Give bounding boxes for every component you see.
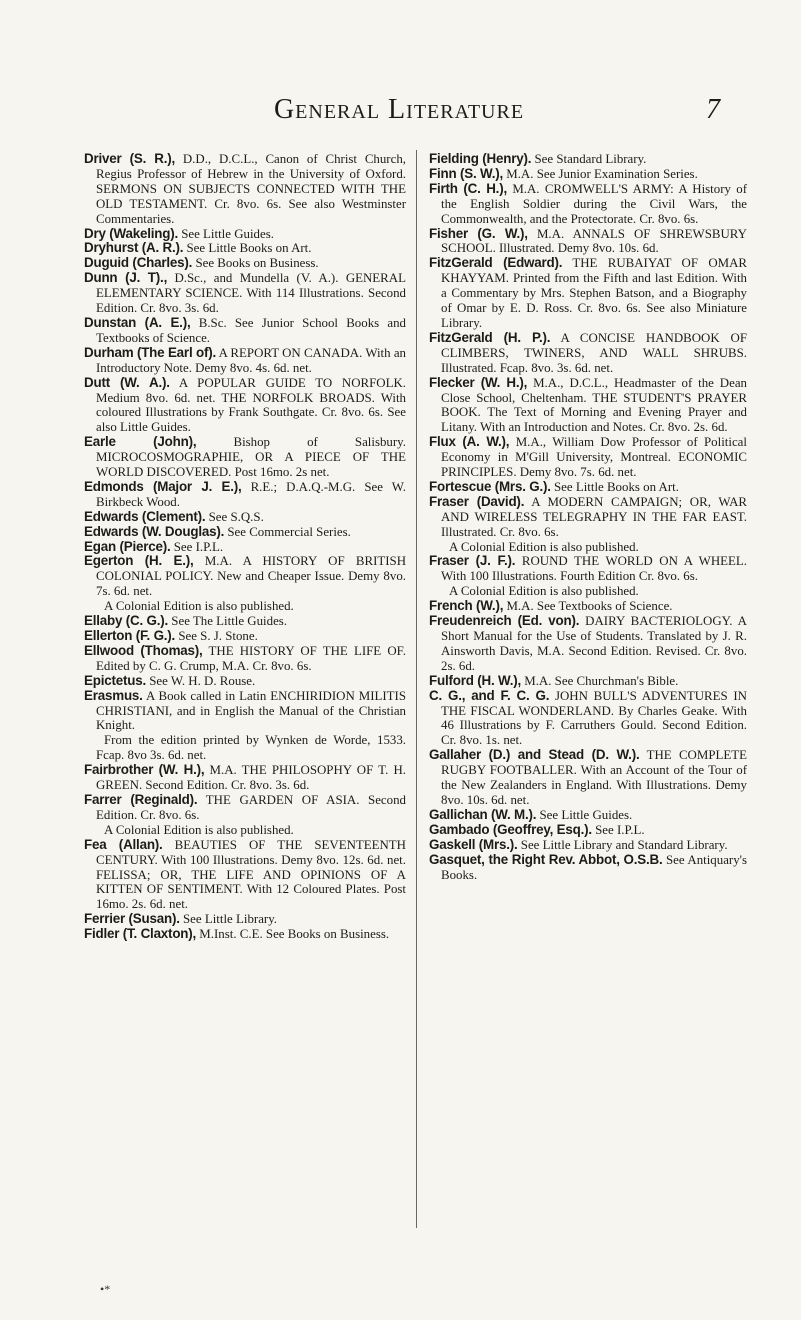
right-column [429, 152, 747, 882]
bibliography-entry [429, 480, 747, 495]
entry-description: M.A., William Dow Professor of Political Economy in M'Gill University, Montreal. ECONOMIC PRINCIPLES. Demy 8vo. 7s. 6d. net. [441, 435, 747, 480]
entry-description: A MODERN CAMPAIGN; OR, WAR AND WIRELESS TELEGRAPHY IN THE FAR EAST. Illustrated. Cr. 8vo. 6s. [441, 494, 748, 539]
entry-description: BEAUTIES OF THE SEVENTEENTH CENTURY. With 100 Illustrations. Demy 8vo. 12s. 6d. net. FELISSA; OR, THE LIFE AND OPINIONS OF A KITTEN OF SENTIMENT. With 12 Coloured Plates. Post 16mo. 2s. 6d. net. [96, 837, 406, 912]
bibliography-entry [84, 838, 406, 913]
bibliography-entry [429, 599, 747, 614]
entry-description: THE RUBAIYAT OF OMAR KHAYYAM. Printed from the Fifth and last Edition. With a Commentary by Mrs. Stephen Batson, and a Biography of Omar by E. D. Ross. Cr. 8vo. 6s. See also Miniature Library. [441, 256, 747, 330]
entry-author: Edmonds (Major J. E.), [84, 478, 242, 494]
entry-author: Dunn (J. T)., [84, 270, 168, 286]
entry-description: M.A. A HISTORY OF BRITISH COLONIAL POLICY. New and Cheaper Issue. Demy 8vo. 7s. 6d. net. [96, 554, 407, 599]
bibliography-entry [84, 346, 406, 376]
bibliography-entry [84, 241, 406, 256]
entry-author: Fea (Allan). [84, 836, 163, 852]
entry-author: Fraser (David). [429, 493, 525, 509]
entry-author: Ellerton (F. G.). [84, 628, 176, 643]
entry-author: Fairbrother (W. H.), [84, 762, 205, 778]
entry-description: M.A. ANNALS OF SHREWSBURY SCHOOL. Illustrated. Demy 8vo. 10s. 6d. [441, 226, 747, 256]
entry-note: A Colonial Edition is also published. [449, 584, 639, 599]
entry-description: A REPORT ON CANADA. With an Introductory Note. Demy 8vo. 4s. 6d. net. [96, 345, 407, 375]
entry-description: M.Inst. C.E. See Books on Business. [199, 927, 390, 942]
entry-description: A CONCISE HANDBOOK OF CLIMBERS, TWINERS, AND WALL SHRUBS. Illustrated. Fcap. 8vo. 3s. 6d. net. [441, 330, 747, 375]
entry-author: C. G., and F. C. G. [429, 687, 550, 703]
bibliography-entry [429, 674, 747, 689]
entry-author: Ellaby (C. G.). [84, 613, 169, 629]
entry-description: ROUND THE WORLD ON A WHEEL. With 100 Illustrations. Fourth Edition Cr. 8vo. 6s. [441, 554, 747, 584]
entry-description: THE HISTORY OF THE LIFE OF. Edited by C. G. Crump, M.A. Cr. 8vo. 6s. [96, 643, 406, 673]
entry-author: Farrer (Reginald). [84, 791, 198, 807]
entry-author: Dunstan (A. E.), [84, 314, 191, 330]
entry-description: See S.Q.S. [208, 509, 264, 524]
entry-description: JOHN BULL'S ADVENTURES IN THE FISCAL WONDERLAND. By Charles Geake. With 46 Illustrations by F. Carruthers Gould. Second Edition. Cr. 8vo. 1s. net. [441, 688, 747, 748]
entry-author: Erasmus. [84, 687, 143, 703]
entry-author: Durham (The Earl of). [84, 344, 217, 360]
entry-description: See Commercial Series. [227, 524, 351, 539]
bibliography-entry [429, 823, 747, 838]
bibliography-entry [84, 510, 406, 525]
bibliography-entry [84, 480, 406, 510]
bibliography-entry [84, 376, 406, 436]
bibliography-entry [84, 629, 406, 644]
entry-author: Fidler (T. Claxton), [84, 926, 197, 942]
entry-description: See Books on Business. [195, 256, 319, 271]
entry-description: See I.P.L. [595, 822, 645, 837]
bibliography-entry [429, 376, 747, 436]
entry-description: THE GARDEN OF ASIA. Second Edition. Cr. 8vo. 6s. [96, 792, 406, 822]
entry-author: Dutt (W. A.). [84, 374, 170, 390]
entry-author: Egan (Pierce). [84, 538, 171, 554]
entry-description: See W. H. D. Rouse. [149, 673, 256, 688]
bibliography-entry [84, 152, 406, 227]
entry-author: Gambado (Geoffrey, Esq.). [429, 821, 592, 837]
bibliography-entry [84, 435, 406, 480]
entry-description: M.A. See Churchman's Bible. [524, 673, 679, 688]
bibliography-entry [84, 927, 406, 942]
bibliography-entry [84, 525, 406, 540]
bibliography-entry [429, 331, 747, 376]
entry-description: M.A. See Textbooks of Science. [506, 599, 673, 614]
footer-mark: •* [100, 1282, 111, 1296]
bibliography-entry [84, 271, 406, 316]
entry-description: See Standard Library. [534, 152, 647, 166]
entry-description: THE COMPLETE RUGBY FOOTBALLER. With an Account of the Tour of the New Zealanders in England. With Illustrations. Demy 8vo. 10s. 6d. net. [441, 748, 747, 807]
bibliography-entry [429, 256, 747, 331]
entry-author: Driver (S. R.), [84, 151, 176, 166]
entry-author: Finn (S. W.), [429, 165, 504, 181]
entry-note: From the edition printed by Wynken de Worde, 1533. Fcap. 8vo 3s. 6d. net. [96, 733, 406, 763]
entry-description: A POPULAR GUIDE TO NORFOLK. Medium 8vo. 6d. net. THE NORFOLK BROADS. With coloured Illustrations by Frank Southgate. Cr. 8vo. 6s. See also Little Guides. [96, 375, 407, 435]
running-title: General Literature [273, 94, 525, 125]
bibliography-entry [84, 540, 406, 555]
entry-author: Ellwood (Thomas), [84, 642, 203, 658]
entry-author: Edwards (Clement). [84, 508, 206, 524]
bibliography-entry [429, 689, 747, 749]
entry-author: Dry (Wakeling). [84, 225, 178, 241]
bibliography-entry [429, 495, 747, 540]
entry-note: A Colonial Edition is also published. [104, 822, 294, 837]
bibliography-entry [429, 838, 747, 853]
entry-author: Gaskell (Mrs.). [429, 836, 518, 852]
bibliography-entry [84, 554, 406, 599]
entry-author: Freudenreich (Ed. von). [429, 613, 580, 629]
bibliography-entry [84, 912, 406, 927]
entry-note: A Colonial Edition is also published. [449, 539, 639, 554]
bibliography-entry [429, 554, 747, 584]
bibliography-entry [429, 182, 747, 227]
bibliography-entry [84, 793, 406, 823]
bibliography-entry [84, 763, 406, 793]
entry-author: FitzGerald (H. P.). [429, 329, 551, 345]
entry-author: Earle (John), [84, 434, 197, 450]
entry-author: Gallichan (W. M.). [429, 806, 537, 822]
entry-author: Fisher (G. W.), [429, 225, 528, 241]
entry-description: A Book called in Latin ENCHIRIDION MILITIS CHRISTIANI, and in English the Manual of the Christian Knight. [96, 688, 406, 733]
entry-description: M.A. THE PHILOSOPHY OF T. H. GREEN. Second Edition. Cr. 8vo. 3s. 6d. [96, 763, 406, 793]
entry-description: DAIRY BACTERIOLOGY. A Short Manual for the Use of Students. Translated by J. R. Ainsworth Davis, M.A. Second Edition. Revised. Cr. 8vo. 2s. 6d. [441, 614, 747, 673]
entry-author: Flecker (W. H.), [429, 374, 528, 390]
entry-author: Gallaher (D.) and Stead (D. W.). [429, 747, 640, 763]
entry-author: Egerton (H. E.), [84, 553, 194, 569]
column-divider [416, 150, 417, 1228]
entry-author: Fortescue (Mrs. G.). [429, 478, 551, 494]
bibliography-entry [429, 853, 747, 883]
entry-author: Duguid (Charles). [84, 255, 193, 271]
entry-description: Bishop of Salisbury. MICROCOSMOGRAPHIE, OR A PIECE OF THE WORLD DISCOVERED. Post 16mo. 2s net. [96, 435, 406, 480]
bibliography-entry [429, 435, 747, 480]
bibliography-entry [84, 689, 406, 734]
entry-author: Flux (A. W.), [429, 434, 510, 450]
entry-description: R.E.; D.A.Q.-M.G. See W. Birkbeck Wood. [96, 479, 406, 509]
bibliography-entry [429, 167, 747, 182]
entry-description: See Little Books on Art. [186, 241, 312, 256]
entry-description: M.A. See Junior Examination Series. [506, 166, 698, 181]
entry-description: See Little Guides. [181, 226, 274, 241]
entry-author: Edwards (W. Douglas). [84, 523, 225, 539]
bibliography-entry [84, 644, 406, 674]
bibliography-entry [84, 256, 406, 271]
entry-author: Fielding (Henry). [429, 151, 532, 166]
entry-author: Fraser (J. F.). [429, 553, 516, 569]
entry-author: Epictetus. [84, 672, 146, 688]
page-header [78, 94, 720, 134]
entry-description: See Antiquary's Books. [441, 852, 747, 882]
entry-description: See I.P.L. [173, 539, 224, 554]
bibliography-entry [429, 614, 747, 674]
entry-description: M.A., D.C.L., Headmaster of the Dean Close School, Cheltenham. THE STUDENT'S PRAYER BOOK. The Text of Morning and Evening Prayer and Litany. With an Introduction and Notes. Cr. 8vo. 2s. 6d. [441, 375, 747, 435]
bibliography-entry [429, 748, 747, 808]
entry-author: Gasquet, the Right Rev. Abbot, O.S.B. [429, 851, 663, 867]
entry-description: B.Sc. See Junior School Books and Textbooks of Science. [96, 315, 406, 345]
entry-description: See S. J. Stone. [178, 629, 258, 643]
entry-description: See Little Library and Standard Library. [520, 837, 728, 852]
entry-description: D.D., D.C.L., Canon of Christ Church, Regius Professor of Hebrew in the University of Oxford. SERMONS ON SUBJECTS CONNECTED WITH THE OLD TESTAMENT. Cr. 8vo. 6s. See also Westminster Commentaries. [96, 152, 406, 226]
left-column [84, 152, 406, 942]
entry-note: A Colonial Edition is also published. [104, 599, 294, 614]
page-number: 7 [706, 94, 720, 125]
bibliography-entry [429, 152, 747, 167]
bibliography-entry [84, 614, 406, 629]
bibliography-entry [84, 227, 406, 242]
entry-author: Ferrier (Susan). [84, 911, 180, 927]
entry-author: Firth (C. H.), [429, 180, 507, 196]
bibliography-entry [429, 808, 747, 823]
bibliography-entry [84, 674, 406, 689]
entry-author: FitzGerald (Edward). [429, 255, 563, 271]
bibliography-entry [429, 227, 747, 257]
entry-description: M.A. CROMWELL'S ARMY: A History of the English Soldier during the Civil Wars, the Commonwealth, and the Protectorate. Cr. 8vo. 6s. [441, 181, 747, 226]
entry-author: Fulford (H. W.), [429, 672, 521, 688]
entry-description: See Little Guides. [539, 807, 633, 822]
bibliography-entry [84, 316, 406, 346]
entry-description: See The Little Guides. [171, 614, 288, 629]
entry-author: Dryhurst (A. R.). [84, 240, 184, 256]
entry-author: French (W.), [429, 598, 504, 614]
entry-description: See Little Books on Art. [553, 479, 679, 494]
entry-description: See Little Library. [183, 912, 278, 927]
entry-description: D.Sc., and Mundella (V. A.). GENERAL ELEMENTARY SCIENCE. With 114 Illustrations. Second Edition. Cr. 8vo. 3s. 6d. [96, 271, 406, 316]
